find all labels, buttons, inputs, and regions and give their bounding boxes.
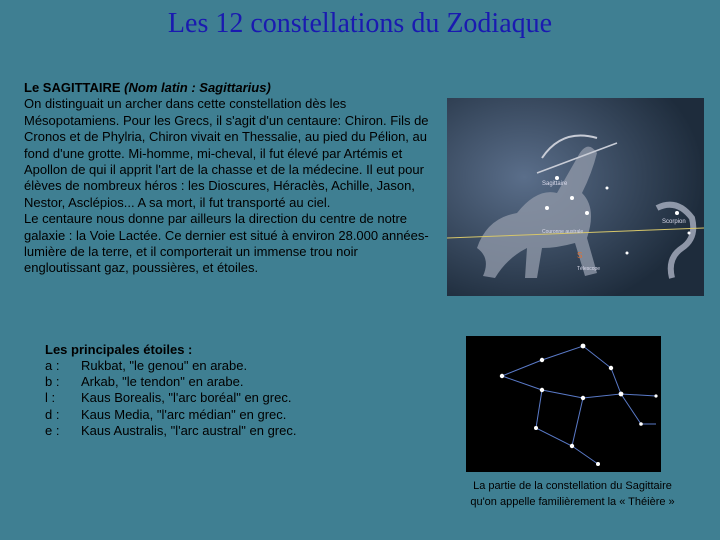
label-sagittaire: Sagittaire	[542, 181, 568, 187]
image-caption	[440, 478, 705, 510]
caption-line-2: qu'on appelle familièrement la « Théière »	[470, 496, 675, 508]
label-telescope: Télescope	[577, 266, 601, 272]
label-s: S	[577, 251, 583, 260]
intro-text	[24, 80, 434, 277]
list-item: e : Kaus Australis, "l'arc austral" en grec.	[45, 422, 297, 438]
sky-chart-illustration	[447, 98, 704, 296]
constellation-name: Le SAGITTAIRE	[24, 80, 121, 95]
latin-name: (Nom latin : Sagittarius)	[124, 80, 271, 95]
caption-line-1: La partie de la constellation du Sagittaire	[473, 480, 672, 492]
stars-list	[45, 358, 296, 439]
stars-heading: Les principales étoiles :	[45, 342, 193, 357]
intro-paragraph-2: Le centaure nous donne par ailleurs la direction du centre de notre galaxie : la Voie Lactée. Ce dernier est situé à environ 28.000 années-lumière de la terre, et il comporterait un immense trou noir engloutissant gaz, poussières, et étoiles.	[24, 211, 429, 276]
label-couronne: Couronne australe	[542, 229, 584, 235]
list-item: b : Arkab, "le tendon" en arabe.	[45, 374, 244, 390]
list-item: a : Rukbat, "le genou" en arabe.	[45, 358, 248, 373]
page-title: Les 12 constellations du Zodiaque	[167, 8, 553, 39]
intro-paragraph-1: On distinguait un archer dans cette constellation dès les Mésopotamiens. Pour les Grecs, il s'agit d'un centaure: Chiron. Fils de Cronos et de Phylria, Chiron vivait en Thessalie, au pied du Pélion, au fond d'une grotte. Mi-homme, mi-cheval, il fut élevé par Artémis et Apollon de qui il apprit l'art de la chasse et de la médecine. Il eut pour élèves de nombreux héros : les Dioscures, Héraclès, Achille, Jason, Nestor, Asclépios... A sa mort, il fut transporté au ciel.	[24, 96, 429, 210]
constellation-illustration	[447, 98, 704, 296]
teapot-asterism-image	[466, 336, 661, 472]
list-item: d : Kaus Media, "l'arc médian" en grec.	[45, 406, 287, 422]
label-scorpion: Scorpion	[662, 219, 686, 225]
teapot-star-chart	[466, 336, 661, 472]
list-item: l : Kaus Borealis, "l'arc boréal" en grec.	[45, 390, 292, 406]
